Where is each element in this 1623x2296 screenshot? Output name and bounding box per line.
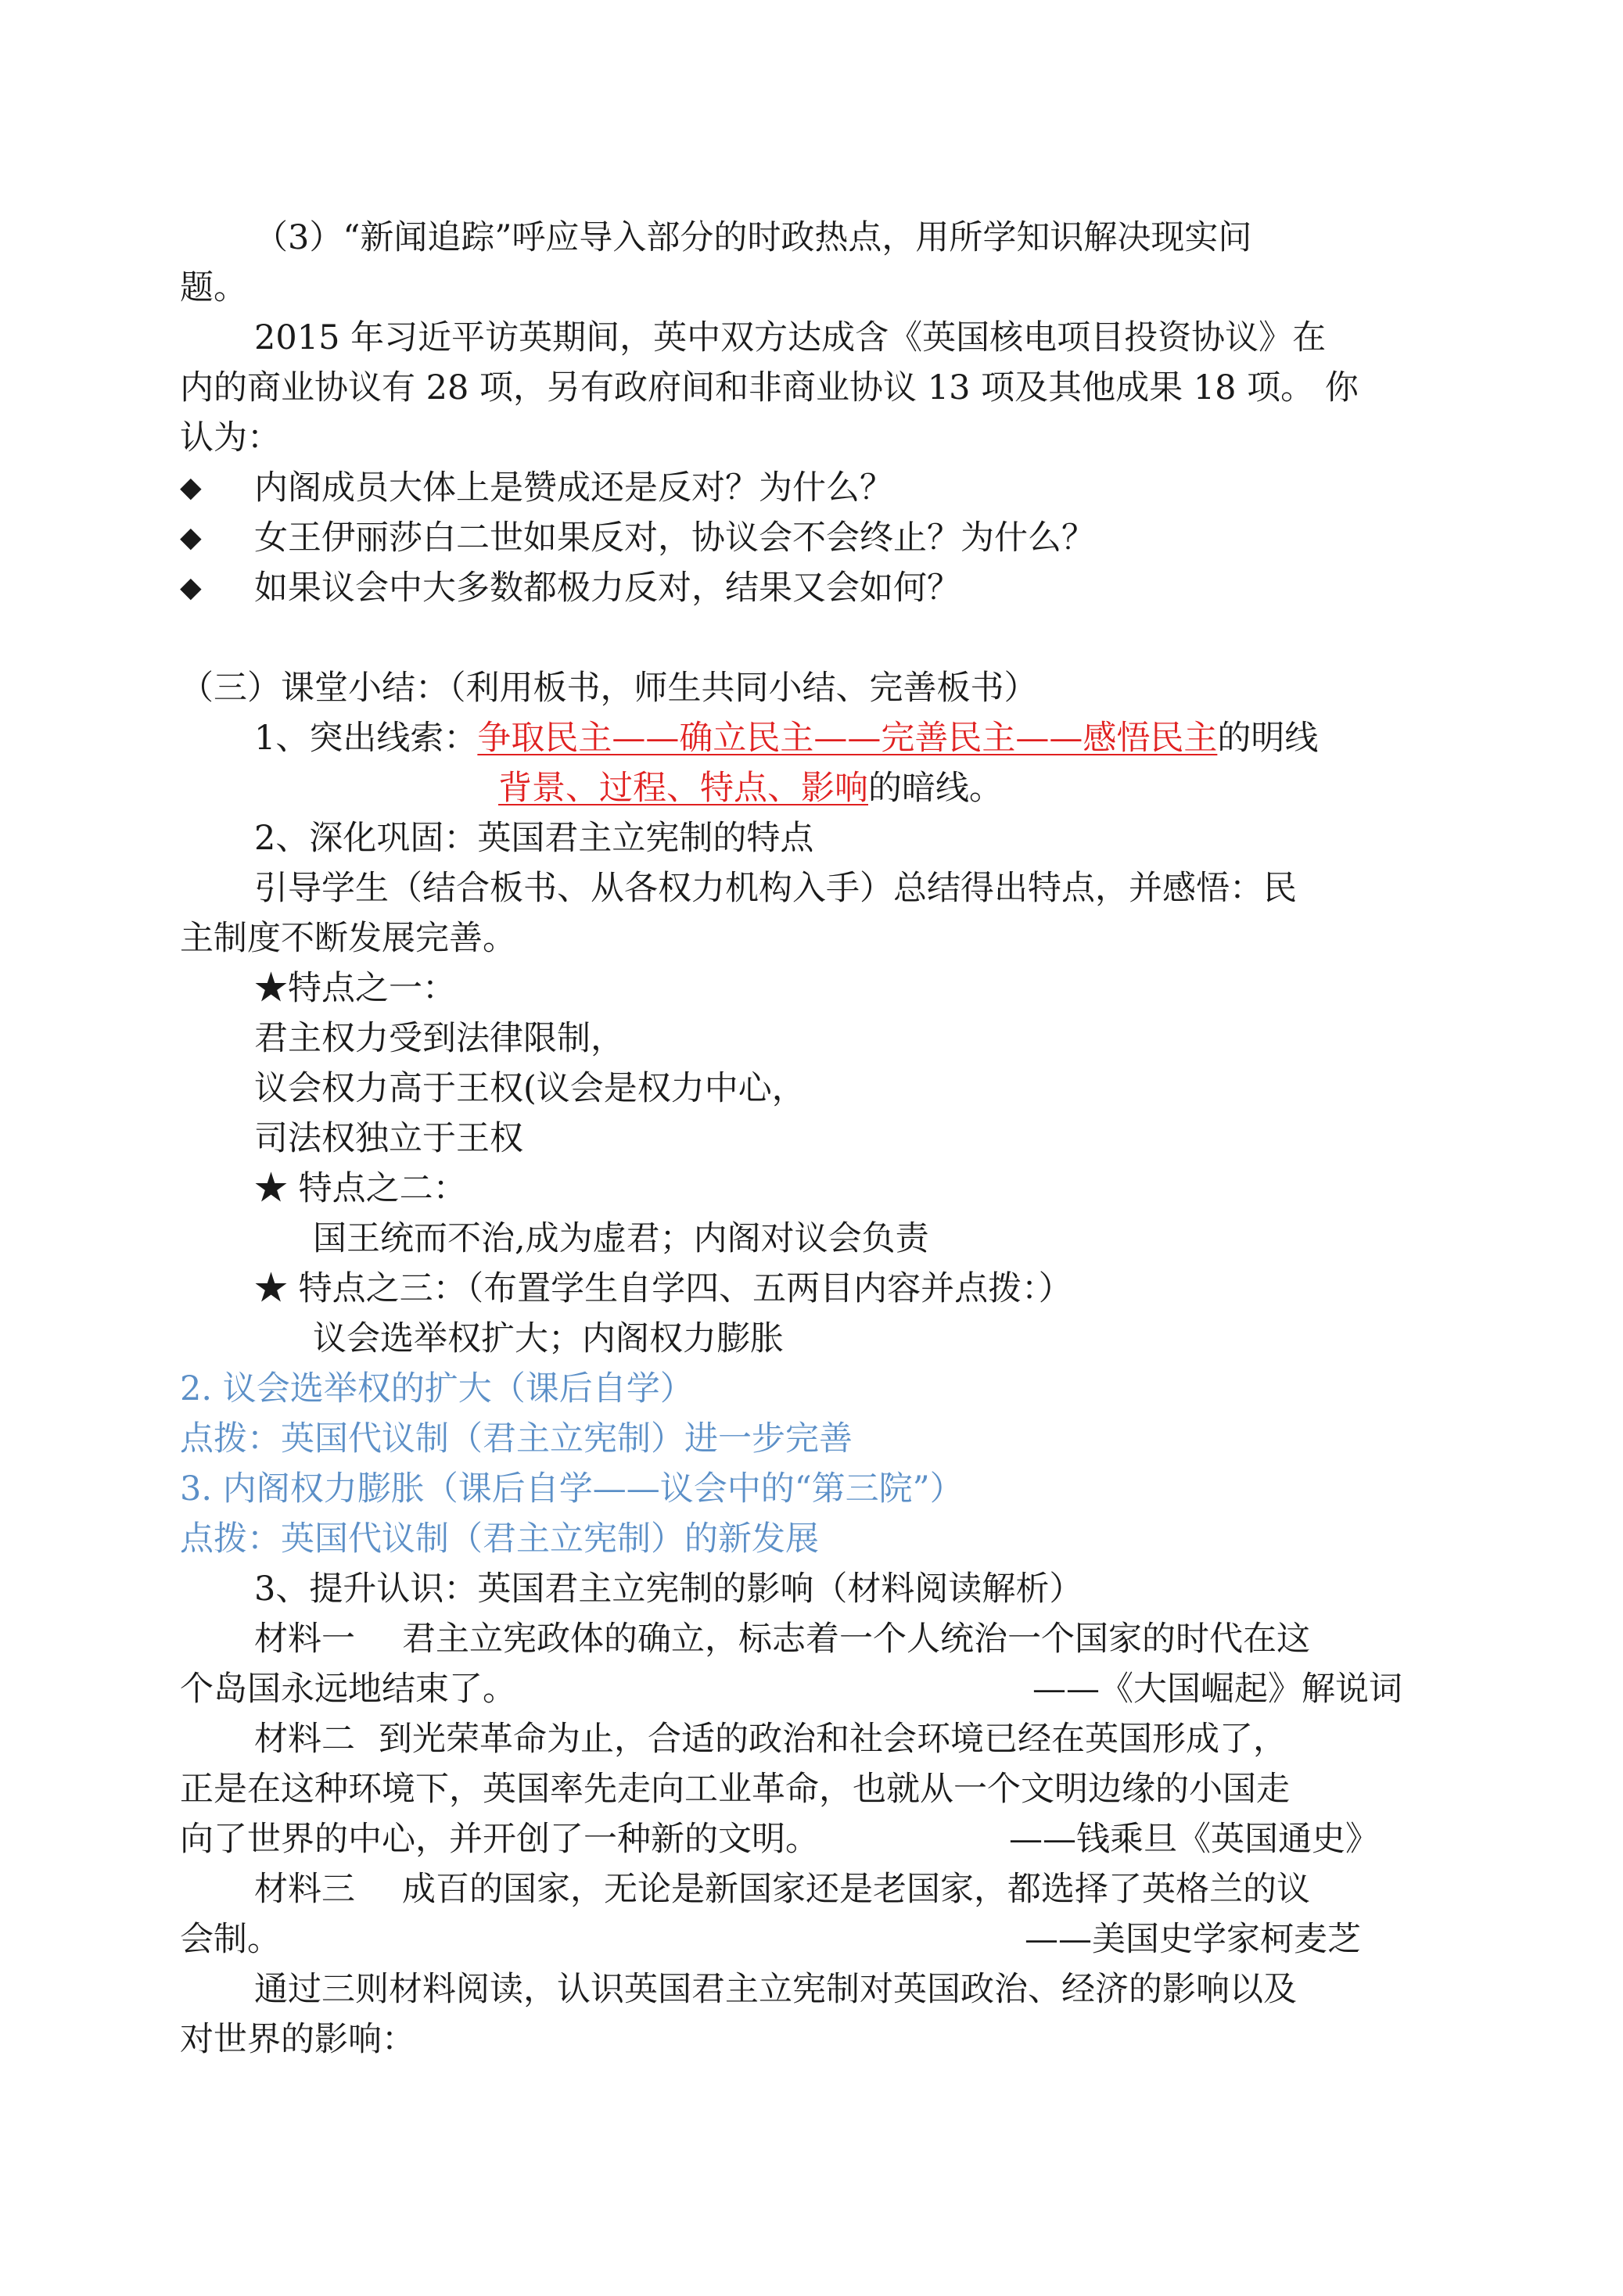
- clue-hidden-suffix: 的暗线。: [868, 769, 1003, 808]
- question-item: 女王伊丽莎白二世如果反对，协议会不会终止？为什么？: [254, 518, 1095, 558]
- material-two-line: 正是在这种环境下，英国率先走向工业革命，也就从一个文明边缘的小国走: [180, 1770, 1290, 1809]
- material-one-source: ——《大国崛起》解说词: [1032, 1670, 1402, 1709]
- feature-one-item: 议会权力高于王权(议会是权力中心，: [254, 1069, 806, 1108]
- material-three-line-end: 会制。: [180, 1920, 281, 1959]
- material-text: 成百的国家，无论是新国家还是老国家，都选择了英格兰的议: [402, 1870, 1310, 1909]
- material-two-source: ——钱乘旦《英国通史》: [1009, 1820, 1379, 1859]
- feature-three-heading: ★ 特点之三：（布置学生自学四、五两目内容并点拨：）: [254, 1269, 1072, 1308]
- blue-note: 点拨：英国代议制（君主立宪制）的新发展: [180, 1519, 819, 1559]
- clue-suffix: 的明线: [1217, 719, 1319, 758]
- material-one-line-end: 个岛国永远地结束了。: [180, 1670, 516, 1709]
- material-text: 到光荣革命为止，合适的政治和社会环境已经在英国形成了，: [379, 1720, 1287, 1759]
- material-label: 材料三: [254, 1870, 355, 1909]
- section-heading-summary: （三）课堂小结：（利用板书，师生共同小结、完善板书）: [180, 669, 1038, 708]
- feature-one-heading: ★特点之一：: [254, 969, 456, 1008]
- news-tracking-line: （3）“新闻追踪”呼应导入部分的时政热点，用所学知识解决现实问: [254, 218, 1252, 257]
- blue-note: 3. 内阁权力膨胀（课后自学——议会中的“第三院”）: [180, 1469, 964, 1509]
- blue-note: 2. 议会选举权的扩大（课后自学）: [180, 1369, 694, 1408]
- clue-line-hidden: [498, 763, 1003, 813]
- clue-main-red: 争取民主——确立民主——完善民主——感悟民主: [477, 719, 1218, 758]
- feature-one-item: 君主权力受到法律限制，: [254, 1019, 624, 1058]
- material-two-line: [254, 1714, 1287, 1764]
- guide-line: 引导学生（结合板书、从各权力机构入手）总结得出特点，并感悟：民: [254, 869, 1297, 908]
- influence-heading: 3、提升认识：英国君主立宪制的影响（材料阅读解析）: [254, 1570, 1083, 1609]
- news-paragraph-line: 内的商业协议有 28 项，另有政府间和非商业协议 13 项及其他成果 18 项。 你: [180, 368, 1359, 407]
- question-item: 内阁成员大体上是赞成还是反对？为什么？: [254, 468, 893, 508]
- clue-hidden-red: 背景、过程、特点、影响: [498, 769, 868, 808]
- question-item: 如果议会中大多数都极力反对，结果又会如何？: [254, 569, 961, 608]
- material-one-line: [254, 1614, 1310, 1664]
- diamond-bullet-icon: ◆: [180, 572, 202, 604]
- feature-three-item: 议会选举权扩大；内阁权力膨胀: [313, 1319, 784, 1358]
- conclusion-line: 通过三则材料阅读，认识英国君主立宪制对英国政治、经济的影响以及: [254, 1970, 1297, 2009]
- feature-one-item: 司法权独立于王权: [254, 1119, 523, 1158]
- blue-note: 点拨：英国代议制（君主立宪制）进一步完善: [180, 1419, 853, 1458]
- material-label: 材料一: [254, 1620, 355, 1659]
- diamond-bullet-icon: ◆: [180, 522, 202, 554]
- news-paragraph-line: 认为：: [180, 418, 281, 457]
- diamond-bullet-icon: ◆: [180, 472, 202, 504]
- material-two-line-end: 向了世界的中心，并开创了一种新的文明。: [180, 1820, 819, 1859]
- material-label: 材料二: [254, 1720, 355, 1759]
- conclusion-line-end: 对世界的影响：: [180, 2020, 415, 2059]
- clue-line: [254, 713, 1318, 763]
- guide-line-end: 主制度不断发展完善。: [180, 919, 516, 958]
- news-paragraph-line: 2015 年习近平访英期间，英中双方达成含《英国核电项目投资协议》在: [254, 318, 1327, 357]
- material-text: 君主立宪政体的确立，标志着一个人统治一个国家的时代在这: [402, 1620, 1310, 1659]
- deepen-heading: 2、深化巩固：英国君主立宪制的特点: [254, 819, 814, 858]
- clue-label: 1、突出线索：: [254, 719, 478, 758]
- material-three-line: [254, 1864, 1310, 1914]
- feature-two-item: 国王统而不治,成为虚君；内阁对议会负责: [313, 1219, 929, 1258]
- material-three-source: ——美国史学家柯麦芝: [1025, 1920, 1361, 1959]
- news-tracking-line-end: 题。: [180, 268, 247, 307]
- feature-two-heading: ★ 特点之二：: [254, 1169, 467, 1208]
